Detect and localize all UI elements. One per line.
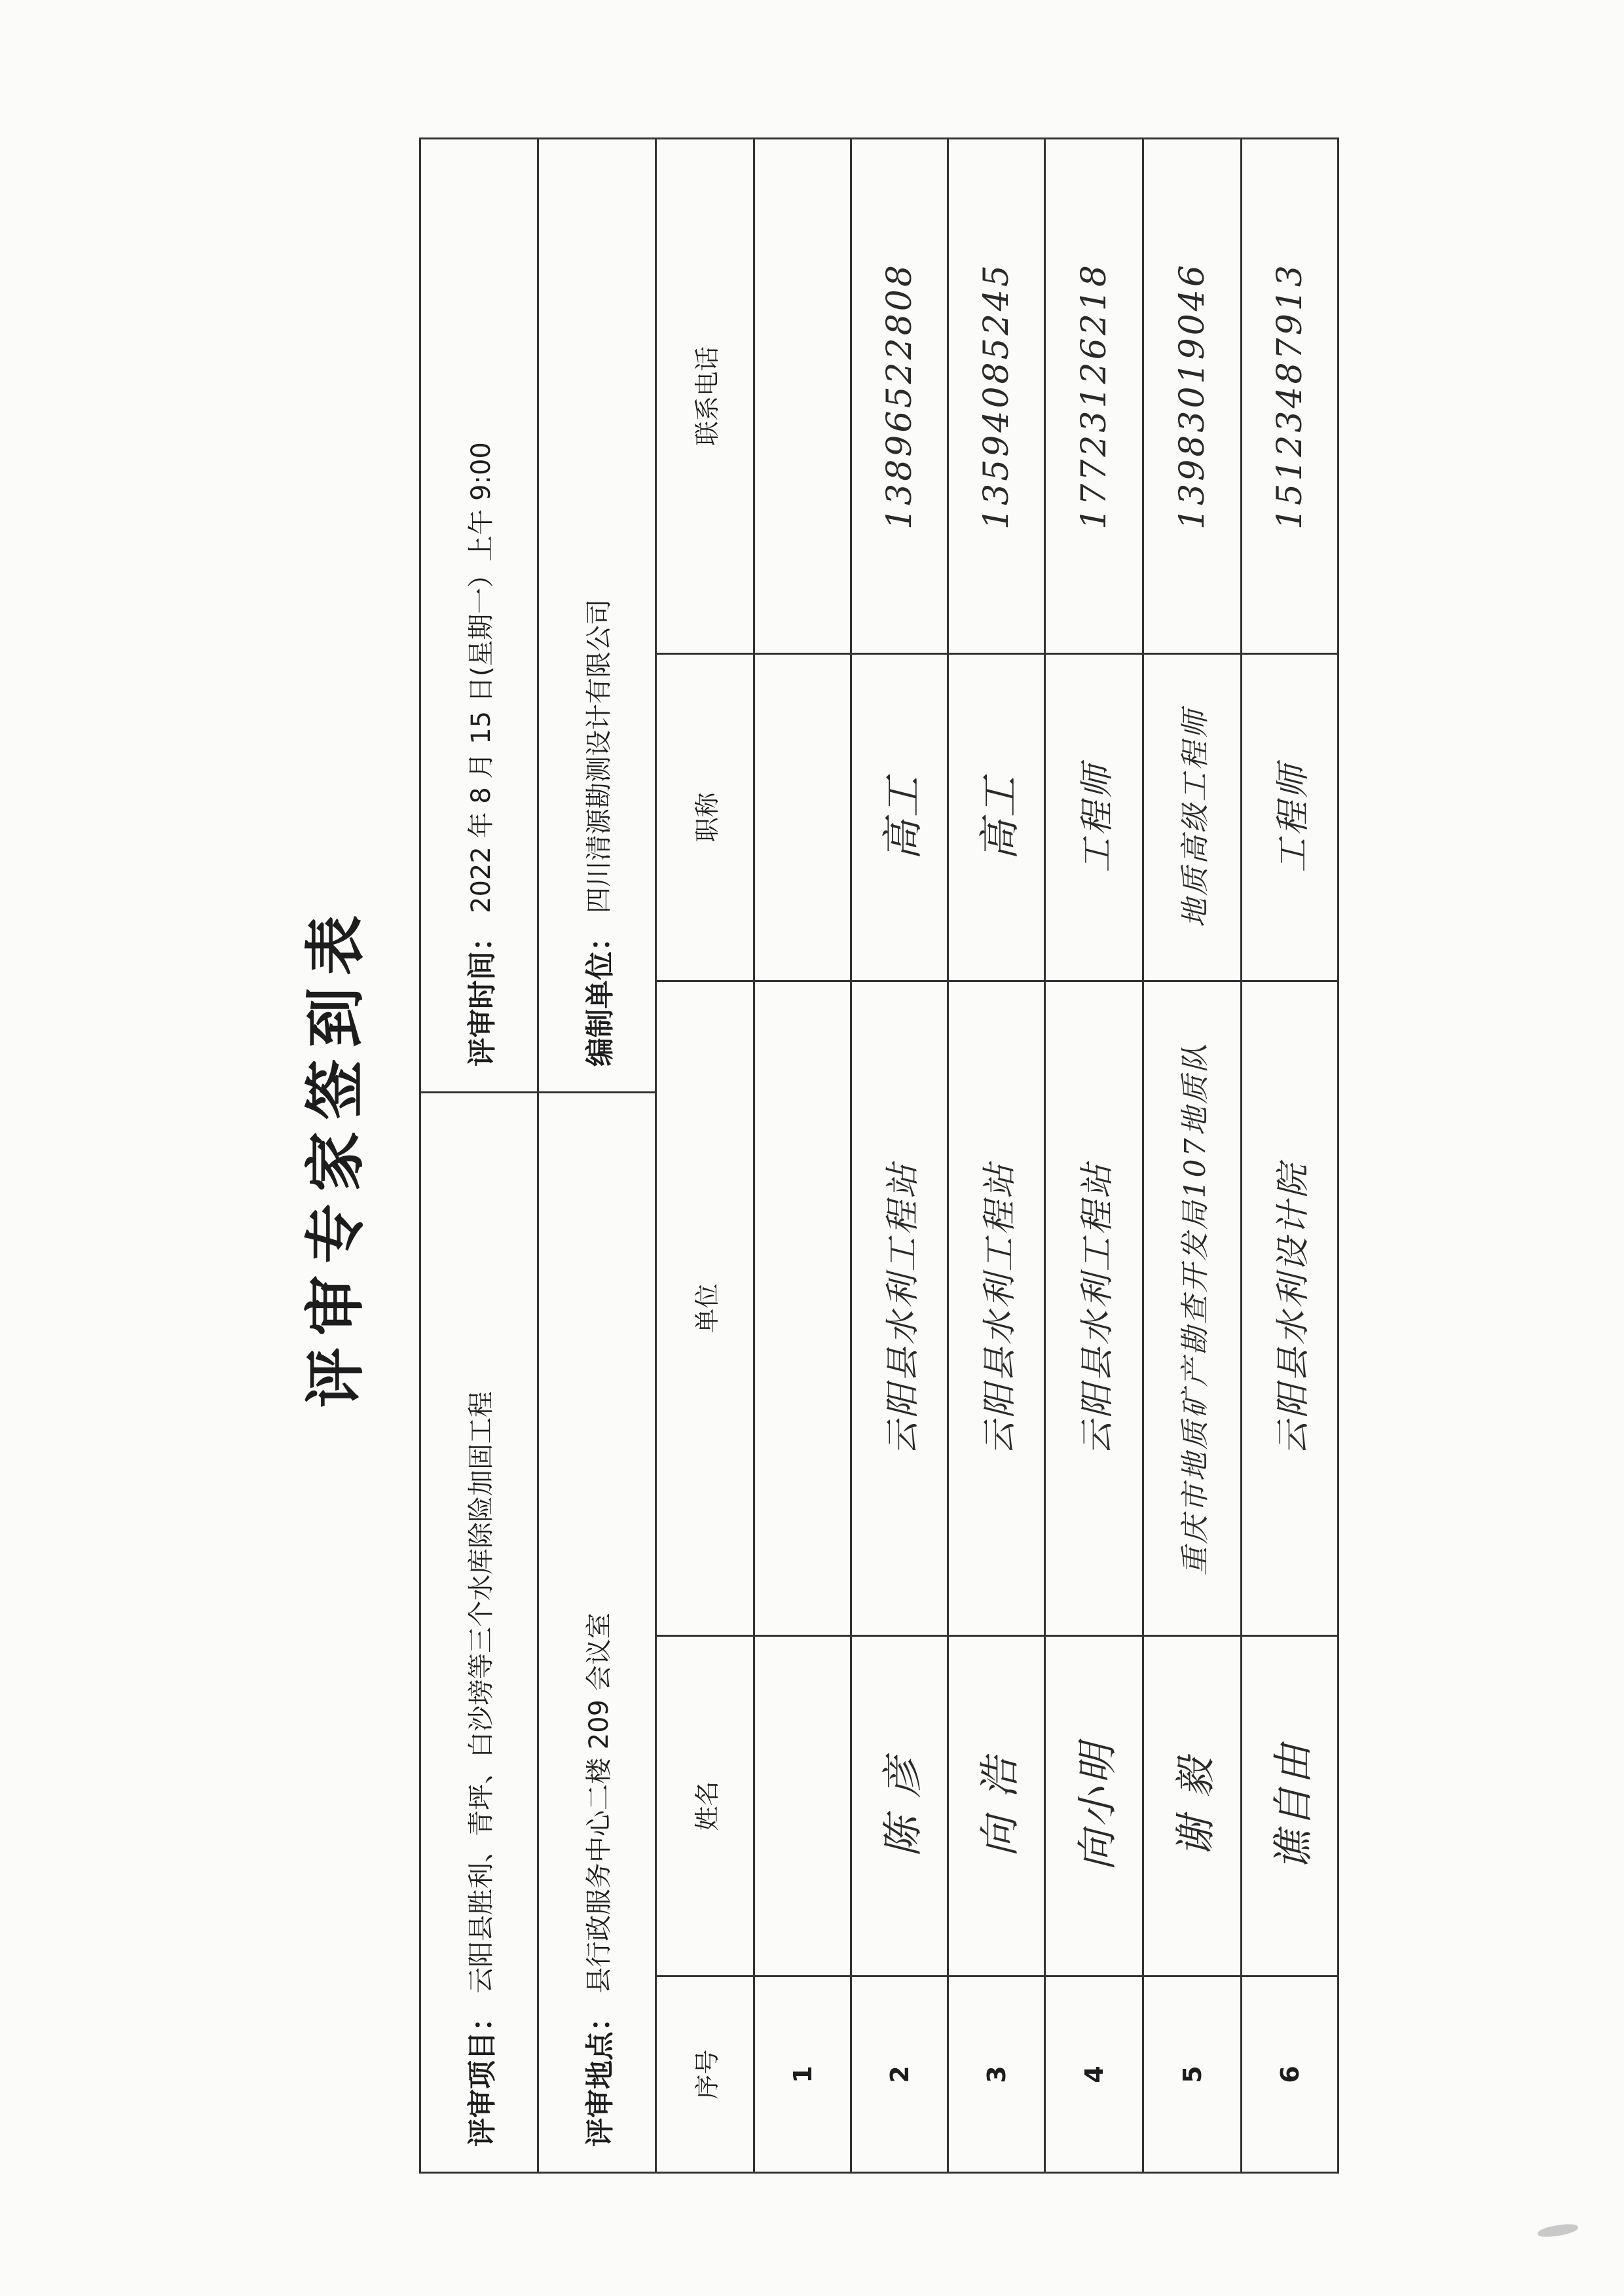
- seq-cell: 1: [755, 1975, 850, 2172]
- unit-cell: 云阳县水利设计院: [1242, 980, 1337, 1635]
- unit-value: 四川清源勘测设计有限公司: [584, 599, 614, 913]
- header-unit: 单位: [657, 980, 753, 1635]
- time-value: 2022 年 8 月 15 日(星期一）上午 9:00: [466, 442, 496, 913]
- sign-in-sheet: [285, 101, 1339, 2210]
- info-row-2: [539, 139, 657, 2172]
- time-cell: [421, 139, 537, 1091]
- place-label: 评审地点：: [583, 2003, 617, 2147]
- header-seq: 序号: [657, 1975, 753, 2172]
- phone-cell: 13594085245: [976, 263, 1016, 530]
- project-value: 云阳县胜利、青坪、白沙塝等三个水库除险加固工程: [466, 1391, 496, 1994]
- unit-cell: [755, 980, 850, 1635]
- seq-cell: 2: [852, 1975, 947, 2172]
- header-phone: 联系电话: [693, 346, 722, 446]
- scan-speck: [1537, 2223, 1579, 2238]
- header-name: 姓名: [657, 1635, 753, 1975]
- name-cell: 谯自由: [1242, 1635, 1337, 1975]
- seq-cell: 5: [1144, 1975, 1240, 2172]
- title-cell: 地质高级工程师: [1144, 653, 1240, 980]
- seq-cell: 6: [1242, 1975, 1337, 2172]
- seq-cell: 3: [949, 1975, 1044, 2172]
- header-title: 职称: [657, 653, 753, 980]
- name-cell: [755, 1635, 850, 1975]
- name-cell: 谢 毅: [1144, 1635, 1240, 1975]
- unit-cell: 云阳县水利工程站: [1046, 980, 1142, 1635]
- place-value: 县行政服务中心二楼 209 会议室: [584, 1613, 614, 1994]
- info-row-1: [421, 139, 539, 2172]
- title-cell: 高工: [852, 653, 947, 980]
- phone-cell: 15123487913: [1270, 263, 1310, 530]
- page-title: 评审专家签到表: [301, 903, 371, 1408]
- title-cell: [755, 653, 850, 980]
- phone-cell: 17723126218: [1074, 263, 1114, 530]
- sign-in-table: [419, 137, 1339, 2174]
- phone-cell: [755, 139, 850, 653]
- project-label: 评审项目：: [465, 2003, 499, 2147]
- unit-cell: [539, 139, 655, 1091]
- table-row: [1046, 139, 1144, 2172]
- phone-cell: 13896522808: [879, 263, 919, 530]
- unit-cell: 云阳县水利工程站: [949, 980, 1044, 1635]
- unit-cell: 云阳县水利工程站: [852, 980, 947, 1635]
- header-row: [657, 139, 755, 2172]
- time-label: 评审时间：: [465, 922, 499, 1066]
- unit-label: 编制单位：: [583, 922, 617, 1066]
- title-cell: 工程师: [1046, 653, 1142, 980]
- table-row: [949, 139, 1046, 2172]
- name-cell: 向小明: [1046, 1635, 1142, 1975]
- table-row: [1144, 139, 1242, 2172]
- title-cell: 工程师: [1242, 653, 1337, 980]
- project-cell: [421, 1091, 537, 2172]
- name-cell: 向 浩: [949, 1635, 1044, 1975]
- title-cell: 高工: [949, 653, 1044, 980]
- phone-cell: 13983019046: [1172, 263, 1212, 530]
- table-row: [1242, 139, 1337, 2172]
- table-row: [852, 139, 949, 2172]
- unit-cell: 重庆市地质矿产勘查开发局107地质队: [1144, 980, 1240, 1635]
- seq-cell: 4: [1046, 1975, 1142, 2172]
- table-row: [755, 139, 852, 2172]
- place-cell: [539, 1091, 655, 2172]
- name-cell: 陈 彦: [852, 1635, 947, 1975]
